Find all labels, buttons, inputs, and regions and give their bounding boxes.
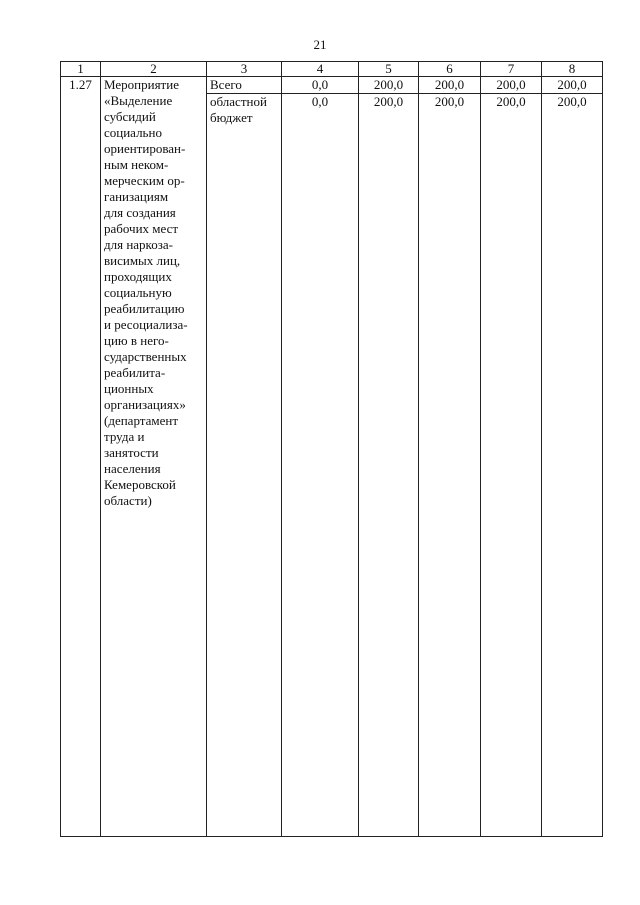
regional-value-col6: 200,0 — [419, 94, 481, 837]
header-row — [61, 62, 603, 77]
column-header-3: 3 — [207, 62, 282, 77]
regional-value-col7: 200,0 — [481, 94, 542, 837]
page-number: 21 — [313, 37, 327, 52]
table-row-total — [61, 77, 603, 94]
column-header-6: 6 — [419, 62, 481, 77]
item-number: 1.27 — [61, 77, 101, 837]
total-value-col5: 200,0 — [359, 77, 419, 94]
regional-value-col5: 200,0 — [359, 94, 419, 837]
funding-table — [60, 61, 603, 837]
funding-source-total: Всего — [207, 77, 282, 94]
total-value-col6: 200,0 — [419, 77, 481, 94]
item-description: Мероприятие «Выделение субсидий социально ориентирован- ным неком- мерческим ор- ганизациям для создания рабочих мест для наркоза- висимых лиц, проходящих социальную реабилитацию и ресоциализа- цию в него- сударственных реабилита- ционных организациях» (департамент труда и занятости населения Кемеровской области) — [101, 77, 207, 837]
column-header-1: 1 — [61, 62, 101, 77]
column-header-2: 2 — [101, 62, 207, 77]
regional-value-col8: 200,0 — [542, 94, 603, 837]
regional-value-col4: 0,0 — [282, 94, 359, 837]
funding-table-container — [60, 61, 602, 837]
column-header-8: 8 — [542, 62, 603, 77]
column-header-5: 5 — [359, 62, 419, 77]
total-value-col8: 200,0 — [542, 77, 603, 94]
total-value-col7: 200,0 — [481, 77, 542, 94]
column-header-7: 7 — [481, 62, 542, 77]
column-header-4: 4 — [282, 62, 359, 77]
funding-source-regional: областной бюджет — [207, 94, 282, 837]
total-value-col4: 0,0 — [282, 77, 359, 94]
